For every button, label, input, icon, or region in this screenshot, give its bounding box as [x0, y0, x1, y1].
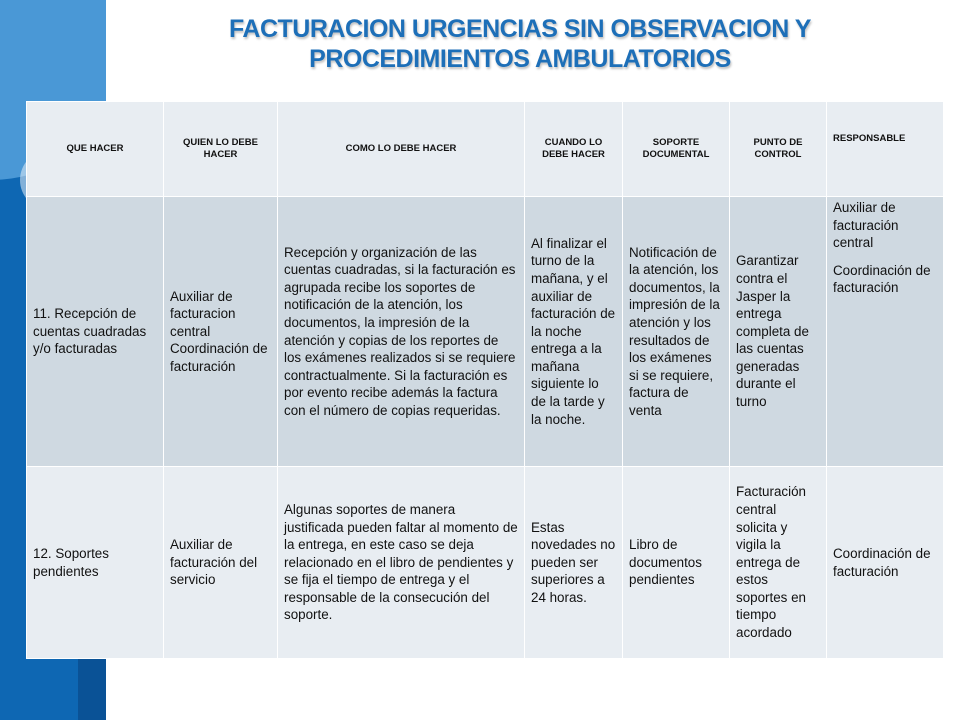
- cell-responsable: [827, 197, 944, 467]
- cell-soporte: Libro de documentos pendientes: [623, 467, 730, 659]
- header-que-hacer: QUE HACER: [27, 102, 164, 197]
- header-soporte: SOPORTE DOCUMENTAL: [623, 102, 730, 197]
- cell-punto: Garantizar contra el Jasper la entrega completa de las cuentas generadas durante el turno: [730, 197, 827, 467]
- cell-cuando: Al finalizar el turno de la mañana, y el auxiliar de facturación de la noche entrega a la mañana siguiente lo de la tarde y la noche.: [525, 197, 623, 467]
- table-row: [27, 197, 944, 467]
- header-punto-control: PUNTO DE CONTROL: [730, 102, 827, 197]
- cell-como: Recepción y organización de las cuentas cuadradas, si la facturación es agrupada recibe los soportes de notificación de la atención, los documentos, la impresión de la atención y copias de los reportes de los exámenes realizados si se requiere contractualmente. Si la facturación es por evento recibe además la factura con el número de copias requeridas.: [278, 197, 525, 467]
- header-como: COMO LO DEBE HACER: [278, 102, 525, 197]
- header-quien: QUIEN LO DEBE HACER: [164, 102, 278, 197]
- responsable-line-1: Coordinación de facturación: [833, 545, 931, 579]
- table-row: [27, 467, 944, 659]
- responsable-line-1: Auxiliar de facturación central: [833, 200, 899, 251]
- cell-que: 11. Recepción de cuentas cuadradas y/o facturadas: [27, 197, 164, 467]
- cell-quien: Auxiliar de facturación del servicio: [164, 467, 278, 659]
- table-header-row: [27, 102, 944, 197]
- cell-soporte: Notificación de la atención, los documentos, la impresión de la atención y los resultados de los exámenes si se requiere, factura de venta: [623, 197, 730, 467]
- header-cuando: CUANDO LO DEBE HACER: [525, 102, 623, 197]
- page-title: [150, 14, 890, 74]
- responsable-line-2: Coordinación de facturación: [833, 262, 931, 296]
- process-table: [26, 101, 944, 659]
- cell-como: Algunas soportes de manera justificada pueden faltar al momento de la entrega, en este caso se deja relacionado en el libro de pendientes y se fija el tiempo de entrega y el responsable de la consecución del soporte.: [278, 467, 525, 659]
- cell-quien: Auxiliar de facturacion central Coordinación de facturación: [164, 197, 278, 467]
- header-responsable: RESPONSABLE: [827, 102, 944, 197]
- page-title-line-1: FACTURACION URGENCIAS SIN OBSERVACION Y: [229, 15, 811, 43]
- cell-que: 12. Soportes pendientes: [27, 467, 164, 659]
- cell-punto: Facturación central solicita y vigila la entrega de estos soportes en tiempo acordado: [730, 467, 827, 659]
- cell-cuando: Estas novedades no pueden ser superiores a 24 horas.: [525, 467, 623, 659]
- cell-responsable: [827, 467, 944, 659]
- page-title-line-2: PROCEDIMIENTOS AMBULATORIOS: [309, 45, 731, 73]
